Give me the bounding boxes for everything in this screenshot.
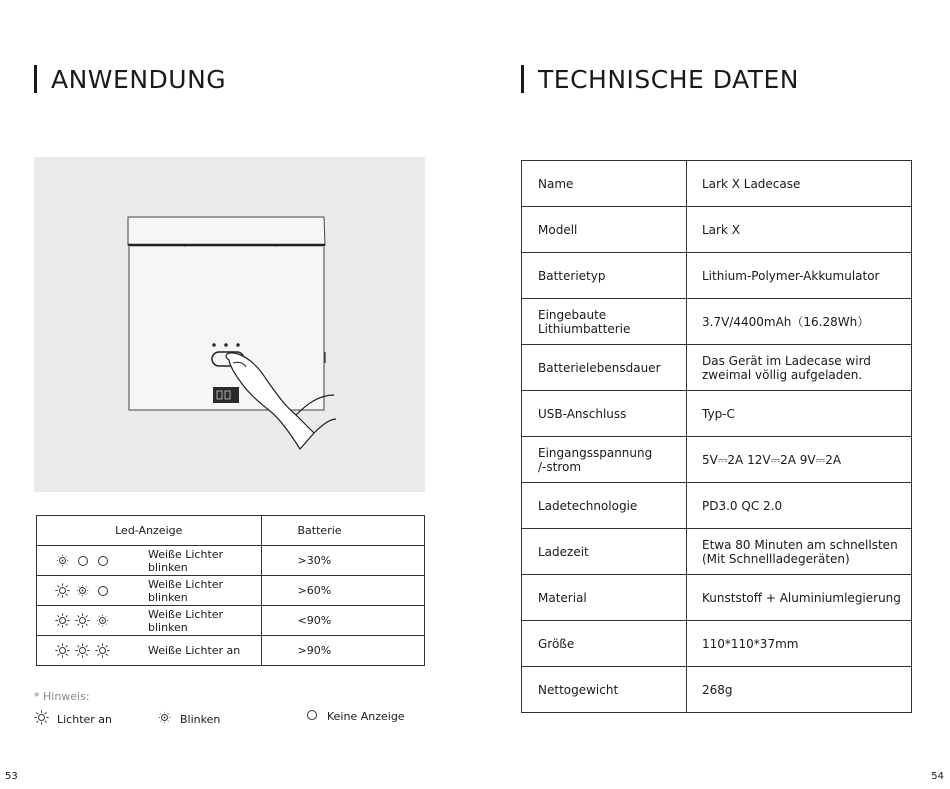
spec-row bbox=[522, 529, 912, 575]
spec-row bbox=[522, 483, 912, 529]
spec-row bbox=[522, 345, 912, 391]
spec-key: Batterielebensdauer bbox=[522, 345, 687, 391]
battery-value: >90% bbox=[261, 636, 424, 666]
spec-row bbox=[522, 253, 912, 299]
spec-value: Lark X Ladecase bbox=[687, 161, 912, 207]
led-status-label: Weiße Lichter blinken bbox=[148, 577, 224, 604]
spec-key: Name bbox=[522, 161, 687, 207]
led-on-icon bbox=[75, 613, 90, 628]
led-icons bbox=[37, 613, 142, 628]
led-off-icon bbox=[307, 710, 317, 720]
spec-key: Batterietyp bbox=[522, 253, 687, 299]
spec-value: Kunststoff + Aluminiumlegierung bbox=[687, 575, 912, 621]
spec-value: Das Gerät im Ladecase wird zweimal völlig aufgeladen. bbox=[687, 345, 912, 391]
led-indicator-table bbox=[36, 515, 425, 666]
led-icons bbox=[37, 643, 142, 658]
legend-blink bbox=[157, 710, 220, 728]
hint-title: * Hinweis: bbox=[34, 690, 90, 703]
spec-value: 110*110*37mm bbox=[687, 621, 912, 667]
spec-row bbox=[522, 161, 912, 207]
battery-value: >30% bbox=[261, 546, 424, 576]
led-on-icon bbox=[55, 583, 70, 598]
spec-key: Ladetechnologie bbox=[522, 483, 687, 529]
led-table-header bbox=[37, 516, 425, 546]
led-on-icon bbox=[75, 643, 90, 658]
led-table-row bbox=[37, 606, 425, 636]
legend-off-label: Keine Anzeige bbox=[327, 710, 405, 723]
led-on-icon bbox=[55, 643, 70, 658]
legend-on bbox=[34, 710, 112, 728]
led-blink-icon bbox=[55, 553, 70, 568]
legend-off bbox=[304, 710, 405, 723]
spec-table bbox=[521, 160, 912, 713]
spec-value: Typ-C bbox=[687, 391, 912, 437]
spec-key: USB-Anschluss bbox=[522, 391, 687, 437]
spec-row bbox=[522, 621, 912, 667]
led-off-icon bbox=[98, 586, 108, 596]
spec-value: Lark X bbox=[687, 207, 912, 253]
spec-key: Modell bbox=[522, 207, 687, 253]
light-blink-icon bbox=[157, 710, 172, 728]
spec-key: Nettogewicht bbox=[522, 667, 687, 713]
spec-row bbox=[522, 391, 912, 437]
spec-key: Material bbox=[522, 575, 687, 621]
led-blink-icon bbox=[95, 613, 110, 628]
battery-value: >60% bbox=[261, 576, 424, 606]
heading-text: TECHNISCHE DATEN bbox=[538, 64, 800, 94]
led-on-icon bbox=[34, 710, 49, 725]
led-table-row bbox=[37, 546, 425, 576]
legend-on-label: Lichter an bbox=[57, 712, 113, 726]
heading-bar bbox=[521, 65, 524, 93]
heading-bar bbox=[34, 65, 37, 93]
led-icons bbox=[37, 553, 142, 568]
led-blink-icon bbox=[75, 583, 90, 598]
heading-text: ANWENDUNG bbox=[51, 64, 227, 94]
led-icons bbox=[37, 583, 142, 598]
led-table-row bbox=[37, 636, 425, 666]
spec-value: Etwa 80 Minuten am schnellsten (Mit Schnellladegeräten) bbox=[687, 529, 912, 575]
page-number-right: 54 bbox=[931, 771, 944, 782]
spec-row bbox=[522, 299, 912, 345]
led-header-cell: Led-Anzeige bbox=[37, 516, 262, 546]
led-on-icon bbox=[55, 613, 70, 628]
charging-case-press-illustration bbox=[34, 157, 425, 492]
light-on-icon bbox=[34, 710, 49, 728]
spec-value: PD3.0 QC 2.0 bbox=[687, 483, 912, 529]
spec-key: Größe bbox=[522, 621, 687, 667]
page-number-left: 53 bbox=[5, 771, 18, 782]
usage-illustration bbox=[34, 157, 425, 492]
spec-value: Lithium-Polymer-Akkumulator bbox=[687, 253, 912, 299]
spec-value: 268g bbox=[687, 667, 912, 713]
spec-row bbox=[522, 575, 912, 621]
section-heading-anwendung bbox=[34, 62, 226, 96]
led-status-label: Weiße Lichter blinken bbox=[148, 607, 224, 634]
section-heading-technische-daten bbox=[521, 62, 799, 96]
spec-key: Eingebaute Lithiumbatterie bbox=[522, 299, 687, 345]
spec-key: Eingangsspannung /-strom bbox=[522, 437, 687, 483]
spec-value: 3.7V/4400mAh（16.28Wh） bbox=[687, 299, 912, 345]
led-off-icon bbox=[98, 556, 108, 566]
battery-header-cell: Batterie bbox=[261, 516, 424, 546]
legend-blink-label: Blinken bbox=[180, 712, 221, 726]
led-status-label: Weiße Lichter an bbox=[148, 644, 241, 657]
battery-value: <90% bbox=[261, 606, 424, 636]
spec-row bbox=[522, 437, 912, 483]
spec-value: 5V⎓2A 12V⎓2A 9V⎓2A bbox=[687, 437, 912, 483]
led-status-label: Weiße Lichter blinken bbox=[148, 547, 224, 574]
spec-row bbox=[522, 667, 912, 713]
led-table-row bbox=[37, 576, 425, 606]
led-off-icon bbox=[78, 556, 88, 566]
spec-row bbox=[522, 207, 912, 253]
spec-key: Ladezeit bbox=[522, 529, 687, 575]
led-blink-icon bbox=[157, 710, 172, 725]
led-on-icon bbox=[95, 643, 110, 658]
light-off-icon bbox=[304, 710, 319, 723]
